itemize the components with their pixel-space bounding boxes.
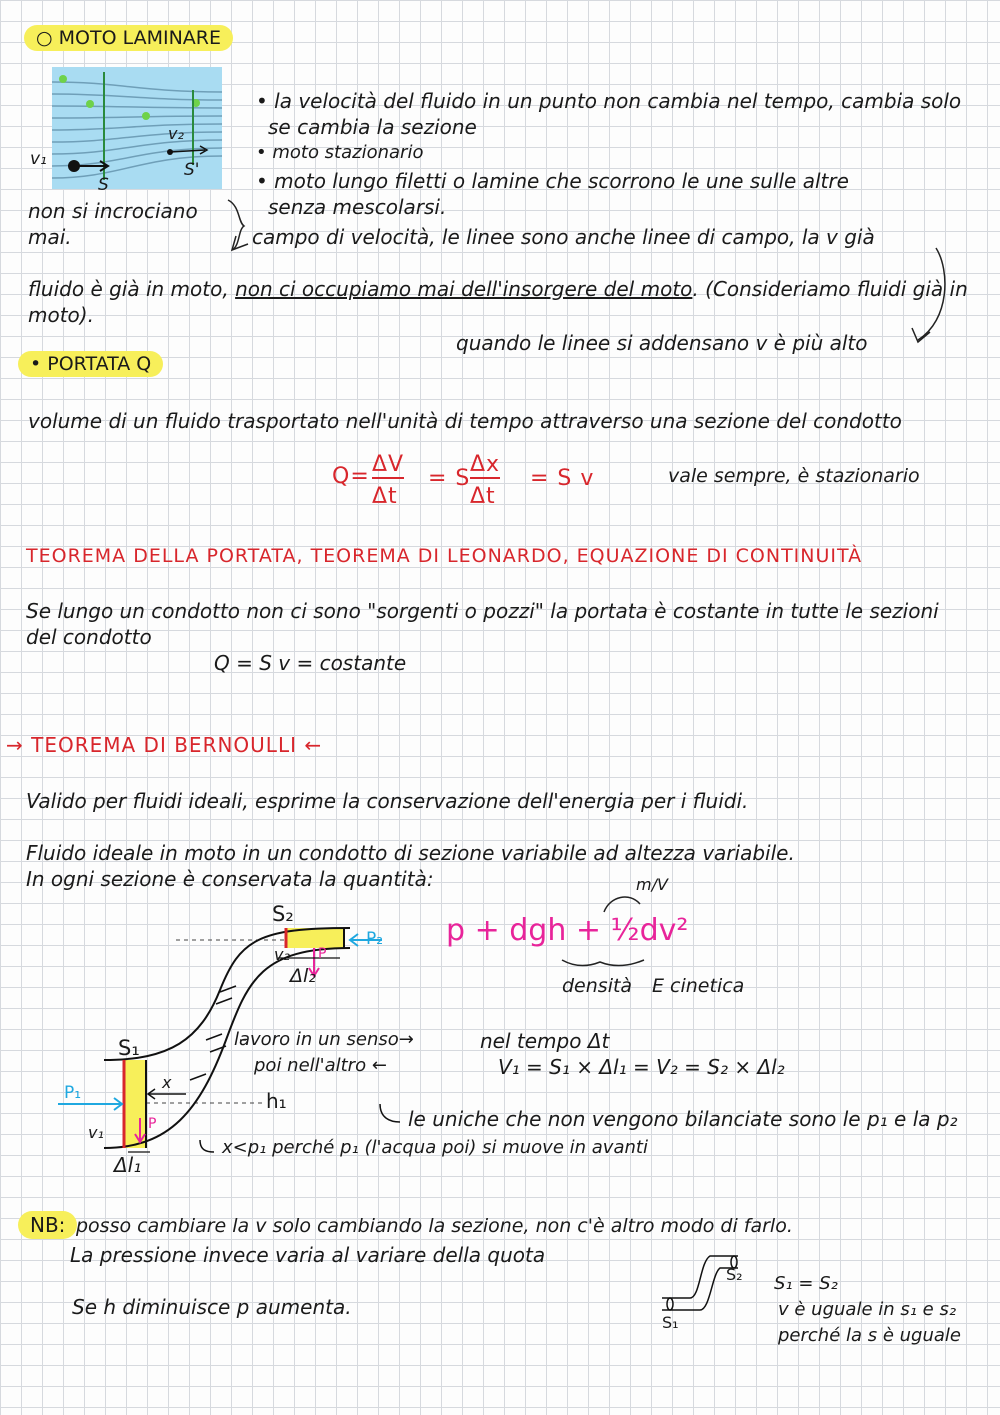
work-note-1: lavoro in un senso→ (234, 1029, 414, 1050)
bernoulli-m-over-v: m/V (636, 875, 668, 894)
diagram-dl1-label: Δl₁ (114, 1153, 142, 1177)
fig-s-label: S (98, 175, 109, 195)
diagram-p-bottom-label: P (148, 1116, 157, 1132)
portata-note: vale sempre, è stazionario (668, 465, 920, 487)
bernoulli-ekin-label: E cinetica (652, 975, 745, 997)
laminar-heading: ○ MOTO LAMINARE (24, 28, 233, 50)
laminar-bullet-3-cont: senza mescolarsi. (268, 195, 447, 219)
diagram-h1-label: h₁ (266, 1089, 287, 1113)
diagram-x-label: x (162, 1073, 172, 1092)
laminar-bullet-2: • moto stazionario (256, 142, 424, 163)
mini-s1-label: S₁ (662, 1313, 679, 1332)
continuity-line-1: Se lungo un condotto non ci sono "sorgenti o pozzi" la portata è costante in tutte le sezioni (26, 599, 939, 623)
laminar-arrow-note: campo di velocità, le linee sono anche linee di campo, la v già (252, 225, 875, 249)
bernoulli-line-1: Valido per fluidi ideali, esprime la conservazione dell'energia per i fluidi. (26, 789, 749, 813)
mini-s2-label: S₂ (726, 1265, 743, 1284)
diagram-s2-label: S₂ (272, 902, 294, 926)
diagram-v2-label: v₂ (274, 945, 290, 964)
portata-definition: volume di un fluido trasportato nell'unità di tempo attraverso una sezione del condotto (28, 409, 902, 433)
bernoulli-formula: p + dgh + ½dv² (446, 913, 689, 948)
diagram-p-top-label: P (318, 946, 327, 962)
laminar-side-note-1: non si incrociano (28, 199, 198, 223)
work-note-2: poi nell'altro ← (254, 1055, 387, 1076)
bernoulli-line-2: Fluido ideale in moto in un condotto di sezione variabile ad altezza variabile. (26, 841, 795, 865)
fig-v1-label: v₁ (30, 149, 47, 169)
fig-v2-label: v₂ (168, 124, 184, 143)
diagram-dl2-label: Δl₂ (290, 965, 316, 987)
time-note: nel tempo Δt (480, 1029, 610, 1053)
nb-label: NB: (18, 1214, 77, 1237)
laminar-bullet-1-cont: se cambia la sezione (268, 115, 477, 139)
portata-heading: • PORTATA Q (18, 354, 163, 376)
diagram-s1-label: S₁ (118, 1036, 140, 1060)
fig-s-prime-label: S' (184, 160, 200, 180)
nb-eq-3: perché la s è uguale (778, 1325, 961, 1346)
bernoulli-title: → TEOREMA DI BERNOULLI ← (6, 733, 323, 757)
diagram-p1-label: P₁ (64, 1083, 82, 1103)
continuity-title: TEOREMA DELLA PORTATA, TEOREMA DI LEONARDO, EQUAZIONE DI CONTINUITÀ (26, 545, 863, 567)
laminar-fluid-line: fluido è già in moto, non ci occupiamo mai dell'insorgere del moto. (Consideriamo fluidi già in (28, 277, 968, 301)
nb-line-3: Se h diminuisce p aumenta. (72, 1295, 352, 1319)
laminar-dense-note: quando le linee si addensano v è più alto (456, 331, 868, 355)
laminar-side-note-2: mai. (28, 225, 72, 249)
laminar-bullet-3: • moto lungo filetti o lamine che scorrono le une sulle altre (256, 169, 849, 193)
continuity-formula: Q = S v = costante (214, 651, 407, 675)
continuity-line-2: del condotto (26, 625, 152, 649)
nb-line-1: posso cambiare la v solo cambiando la sezione, non c'è altro modo di farlo. (76, 1215, 793, 1237)
x-note: x<p₁ perché p₁ (l'acqua poi) si muove in avanti (222, 1137, 648, 1158)
nb-eq-1: S₁ = S₂ (774, 1273, 838, 1294)
laminar-bullet-1: • la velocità del fluido in un punto non cambia nel tempo, cambia solo (256, 89, 962, 113)
nb-line-2: La pressione invece varia al variare della quota (70, 1243, 546, 1267)
unbalanced-note: le uniche che non vengono bilanciate sono le p₁ e la p₂ (408, 1107, 958, 1131)
nb-eq-2: v è uguale in s₁ e s₂ (778, 1299, 957, 1320)
bernoulli-line-3: In ogni sezione è conservata la quantità: (26, 867, 434, 891)
laminar-fluid-line-cont: moto). (28, 303, 94, 327)
volume-equation: V₁ = S₁ × Δl₁ = V₂ = S₂ × Δl₂ (498, 1055, 785, 1079)
diagram-v1-label: v₁ (88, 1123, 104, 1142)
bernoulli-density-label: densità (562, 975, 633, 997)
diagram-p2-label: P₂ (366, 929, 384, 949)
